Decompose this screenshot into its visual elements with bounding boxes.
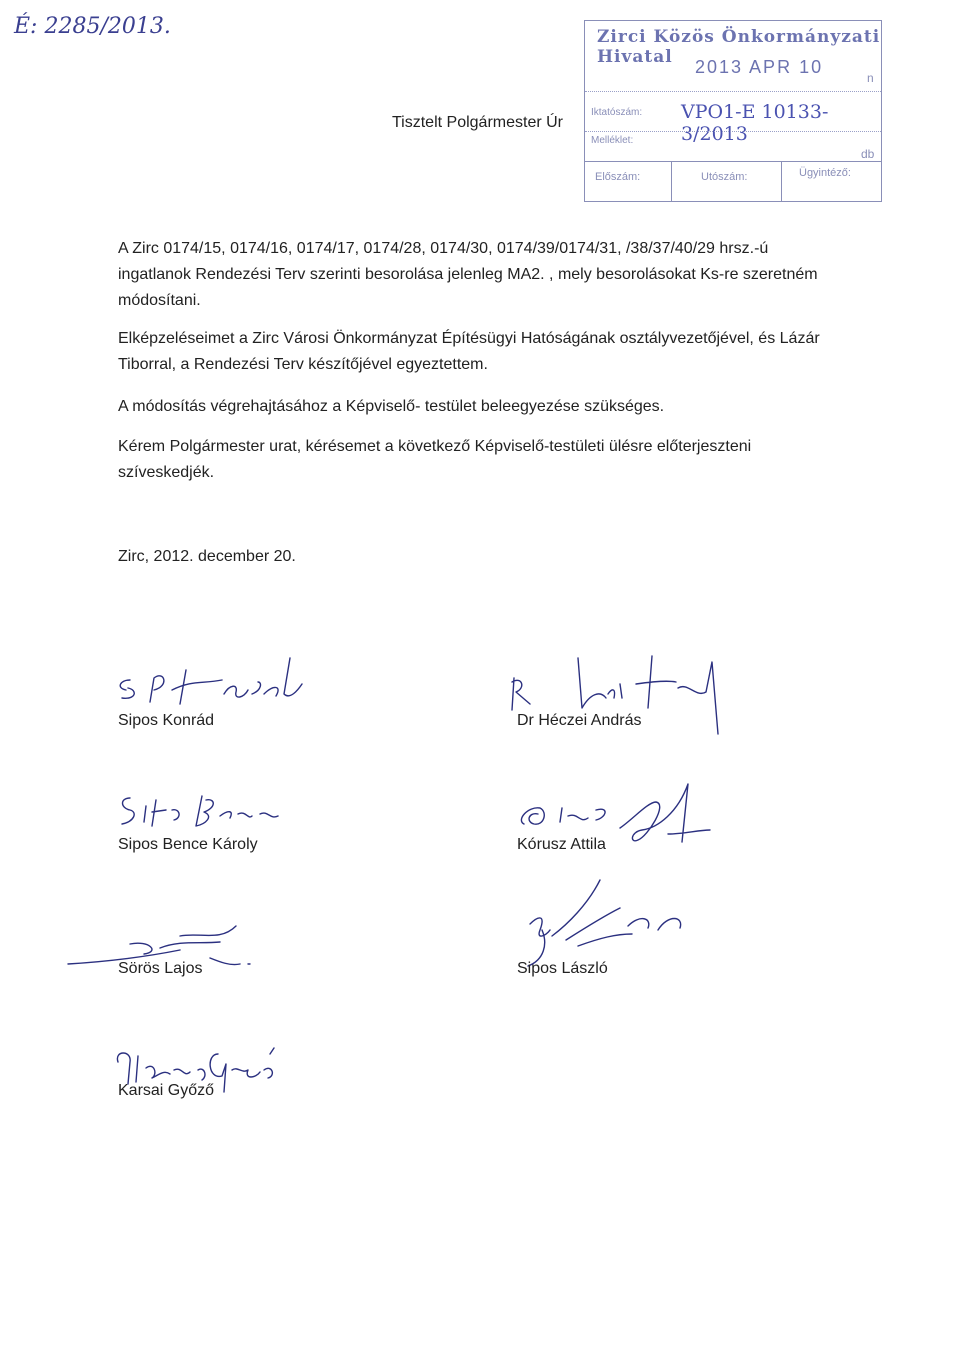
stamp-iktatoszam-value: VPO1-E 10133-3/2013 xyxy=(681,101,829,145)
paragraph-2: Elképzeléseimet a Zirc Városi Önkormányzat Építésügyi Hatóságának osztályvezetőjével, és Lázár Tiborral, a Rendezési Terv készítőjével egyeztettem. xyxy=(118,330,820,373)
signature-sipos-bence-karoly xyxy=(112,786,292,836)
registration-stamp xyxy=(584,20,882,202)
signature-sipos-laszlo xyxy=(508,874,708,974)
signatory-name: Sipos Konrád xyxy=(118,712,215,729)
signatory-name: Sipos László xyxy=(517,960,608,977)
signatory-name: Kórusz Attila xyxy=(517,836,606,853)
signatory-name: Sipos Bence Károly xyxy=(118,836,258,853)
stamp-label-ugyintezo: Ügyintéző: xyxy=(799,167,851,179)
addressee: Tisztelt Polgármester Úr xyxy=(392,114,563,131)
stamp-label-utoszam: Utószám: xyxy=(701,171,748,183)
registry-number: É: 2285/2013. xyxy=(14,14,171,39)
stamp-label-melleklet: Melléklet: xyxy=(591,135,634,146)
place-date: Zirc, 2012. december 20. xyxy=(118,548,296,565)
stamp-label-eloszam: Előszám: xyxy=(595,171,641,183)
paragraph-1: A Zirc 0174/15, 0174/16, 0174/17, 0174/28, 0174/30, 0174/39/0174/31, /38/37/40/29 hrsz.-ú ingatlanok Rendezési Terv szerinti besorolása jelenleg MA2. , mely besorolásokat Ks-re szeretném módosítani. xyxy=(118,240,818,309)
signatory-name: Sörös Lajos xyxy=(118,960,203,977)
stamp-label-iktatoszam: Iktatószám: xyxy=(591,107,643,118)
signatory-name: Karsai Győző xyxy=(118,1082,215,1099)
paragraph-3: A módosítás végrehajtásához a Képviselő- testület beleegyezése szükséges. xyxy=(118,398,665,415)
stamp-label-db: db xyxy=(861,147,875,161)
stamp-date: 2013 APR 10 xyxy=(695,57,824,77)
signature-sipos-konrad xyxy=(112,650,312,720)
paragraph-4: Kérem Polgármester urat, kérésemet a következő Képviselő-testületi ülésre előterjeszteni szíveskedjék. xyxy=(118,438,752,481)
signatory-name: Dr Héczei András xyxy=(517,712,642,729)
stamp-n-suffix: n xyxy=(867,71,874,85)
stamp-office-name: Zirci Közös Önkormányzati Hivatal xyxy=(597,27,881,67)
